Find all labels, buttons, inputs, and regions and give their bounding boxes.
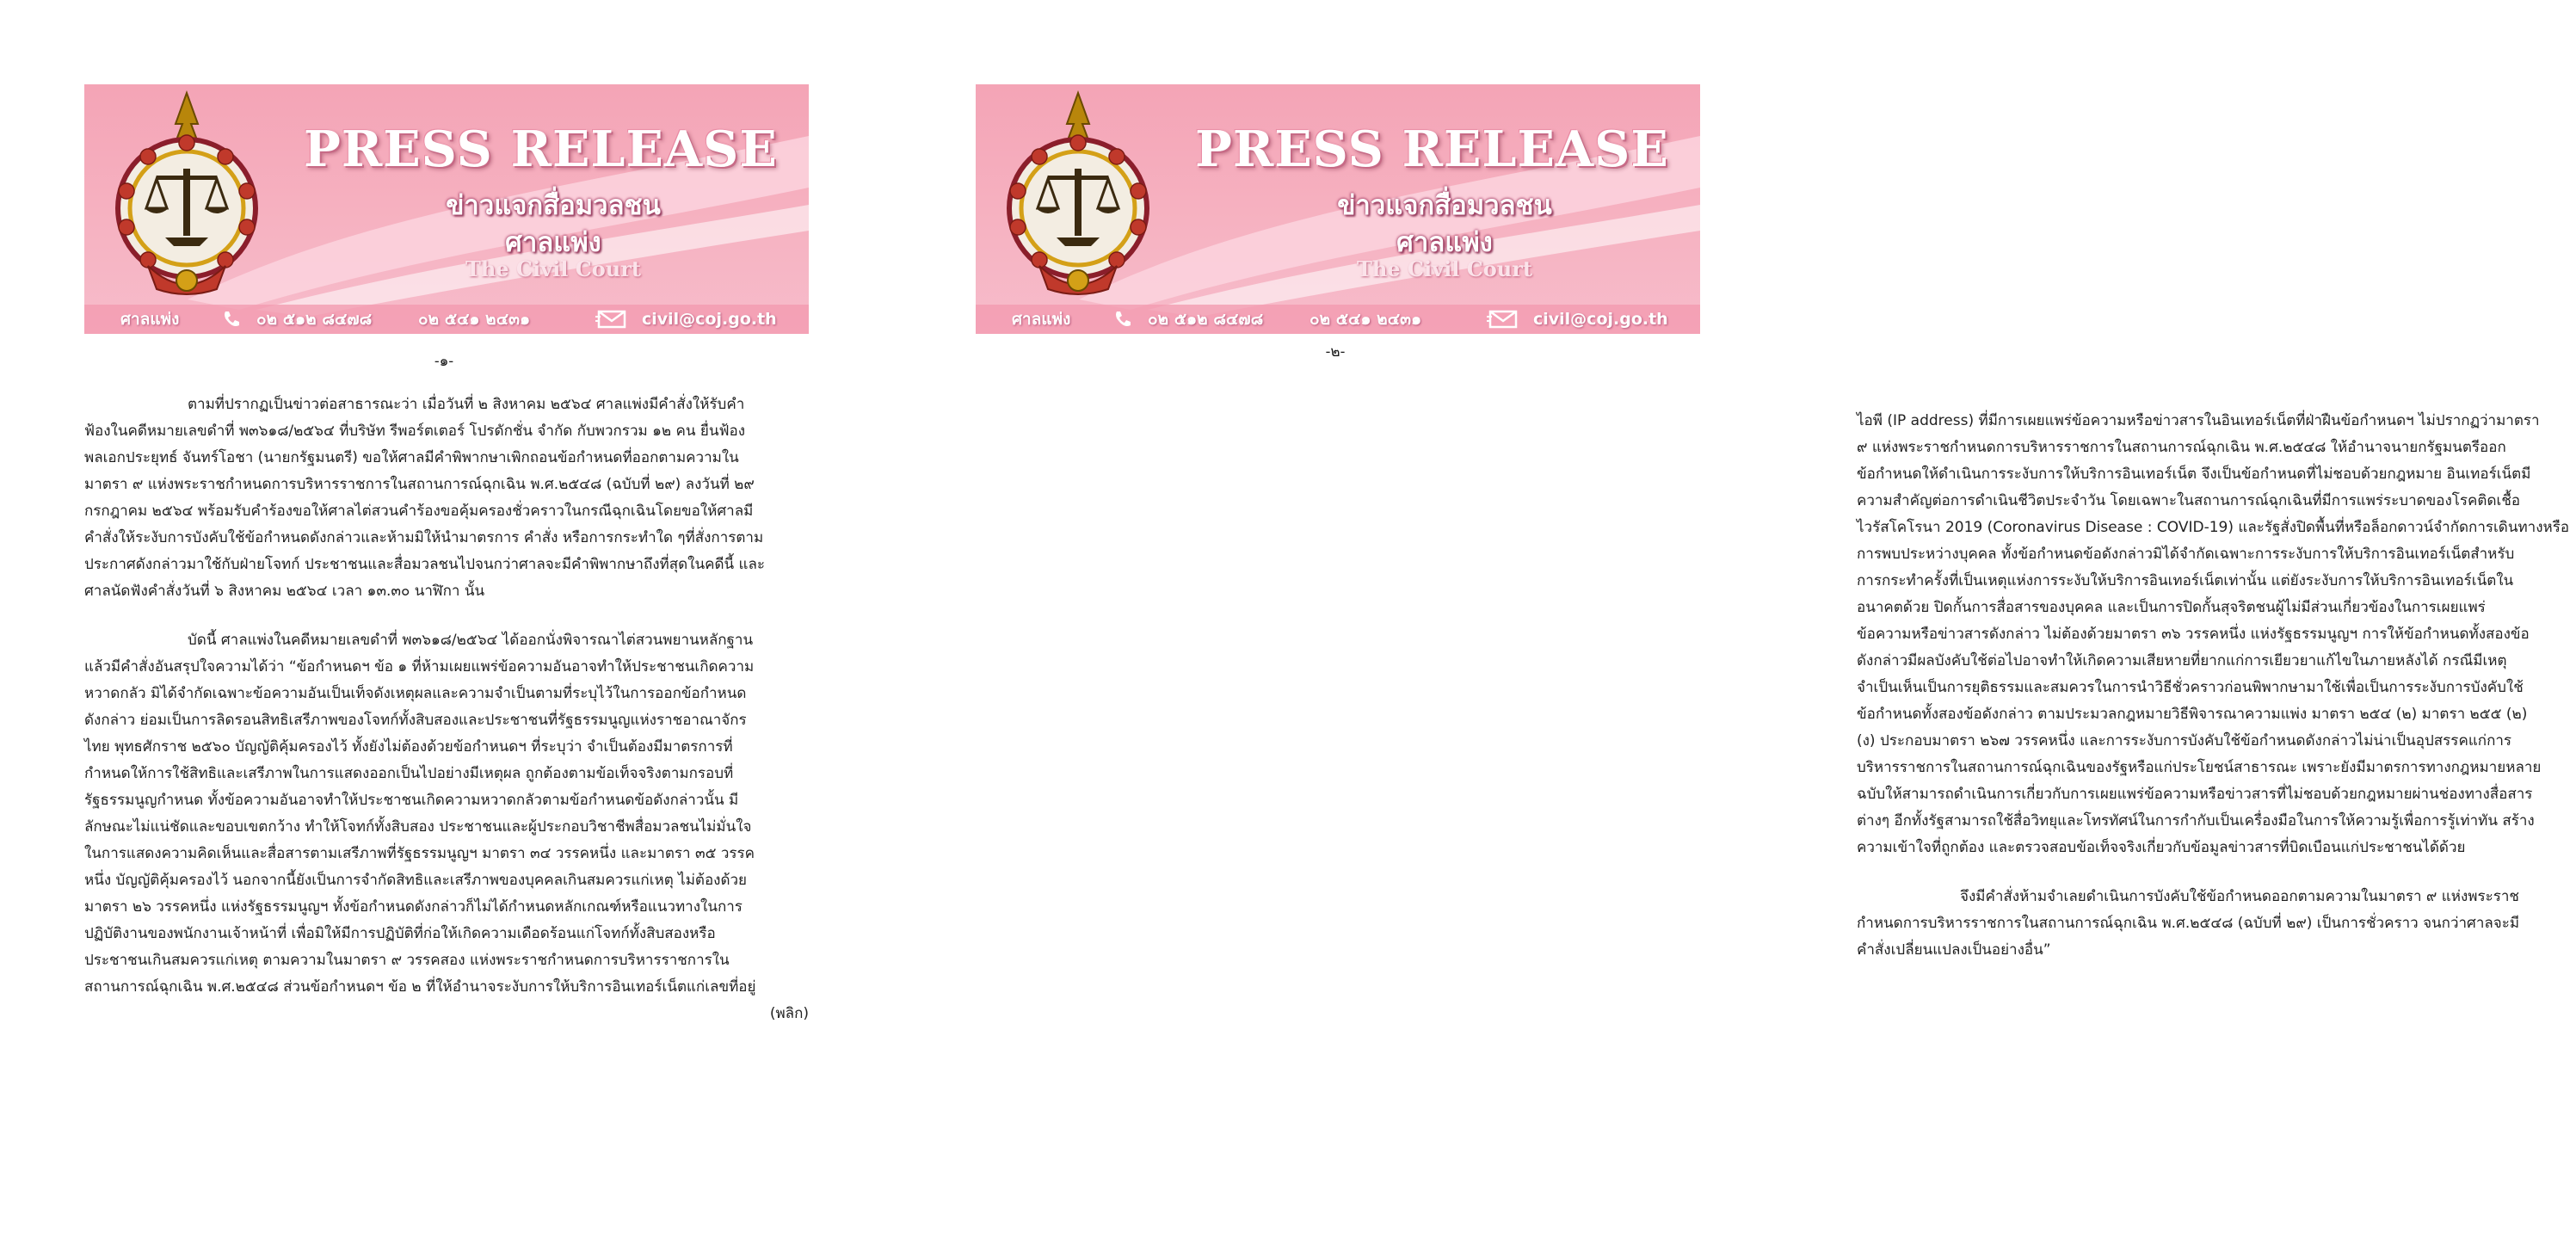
paragraph-spacer [1857, 861, 2576, 884]
text-line: ความสำคัญต่อการดำเนินชีวิตประจำวัน โดยเฉพาะในสถานการณ์ฉุกเฉินที่มีการแพร่ระบาดของโรคติดเชื้อ [1857, 492, 2521, 509]
turn-page-note: (พลิก) [769, 1005, 809, 1022]
footer-court-label: ศาลแพ่ง [120, 310, 180, 329]
text-line: ความเข้าใจที่ถูกต้อง และตรวจสอบข้อเท็จจริงเกี่ยวกับข้อมูลข่าวสารที่บิดเบือนแก่ประชาชนได้ด้วย [1857, 839, 2466, 856]
banner-court-name-english: The Civil Court [465, 256, 641, 281]
banner-contact-bar [976, 305, 1700, 334]
phone-icon [1113, 310, 1132, 329]
text-line: ไวรัสโคโรนา 2019 (Coronavirus Disease : COVID-19) และรัฐสั่งปิดพื้นที่หรือล็อกดาวน์จำกัดการเดินทางหรือ [1857, 519, 2570, 536]
footer-phone-2: ๐๒ ๕๔๑ ๒๔๓๑ [1310, 310, 1422, 329]
text-line: คำสั่งเปลี่ยนแปลงเป็นอย่างอื่น” [1857, 941, 2051, 959]
text-line: ๙ แห่งพระราชกำหนดการบริหารราชการในสถานการณ์ฉุกเฉิน พ.ศ.๒๕๔๘ ให้อำนาจนายกรัฐมนตรีออก [1857, 439, 2506, 456]
text-line: ไทย พุทธศักราช ๒๕๖๐ บัญญัติคุ้มครองไว้ ทั้งยังไม่ต้องด้วยข้อกำหนดฯ ที่ระบุว่า จำเป็นต้องมีมาตรการที่ [84, 738, 733, 756]
text-line: พลเอกประยุทธ์ จันทร์โอชา (นายกรัฐมนตรี) ขอให้ศาลมีคำพิพากษาเพิกถอนข้อกำหนดที่ออกตามความใน [84, 449, 739, 466]
footer-phone-1: ๐๒ ๕๑๒ ๘๔๗๘ [1148, 310, 1264, 329]
banner-court-name-thai: ศาลแพ่ง [505, 227, 601, 258]
text-line: ในการแสดงความคิดเห็นและสื่อสารตามเสรีภาพที่รัฐธรรมนูญฯ มาตรา ๓๔ วรรคหนึ่ง และมาตรา ๓๕ วรรค [84, 845, 755, 862]
court-emblem-icon [96, 89, 277, 300]
text-line: การพบประหว่างบุคคล ทั้งข้อกำหนดข้อดังกล่าวมิได้จำกัดเฉพาะการระงับการให้บริการอินเทอร์เน็ตสำหรับ [1857, 546, 2515, 563]
text-line: กรกฎาคม ๒๕๖๔ พร้อมรับคำร้องขอให้ศาลไต่สวนคำร้องขอคุ้มครองชั่วคราวในกรณีฉุกเฉินโดยขอให้ศาลมี [84, 503, 754, 520]
text-line: ประกาศดังกล่าวมาใช้กับฝ่ายโจทก์ ประชาชนและสื่อมวลชนไปจนกว่าศาลจะมีคำพิพากษาถึงที่สุดในคดีนี้ และ [84, 556, 766, 573]
footer-email: civil@coj.go.th [642, 310, 777, 329]
text-line: ข้อความหรือข่าวสารดังกล่าว ไม่ต้องด้วยมาตรา ๓๖ วรรคหนึ่ง แห่งรัฐธรรมนูญฯ การให้ข้อกำหนดทั้งสองข้อ [1857, 626, 2530, 643]
banner-court-name-thai: ศาลแพ่ง [1396, 227, 1493, 258]
text-line: ปฏิบัติงานของพนักงานเจ้าหน้าที่ เพื่อมิให้มีการปฏิบัติที่ก่อให้เกิดความเดือดร้อนแก่โจทก์ทั้งสิบสองหรือ [84, 925, 716, 942]
text-line: แล้วมีคำสั่งอันสรุปใจความได้ว่า “ข้อกำหนดฯ ข้อ ๑ ที่ห้ามเผยแพร่ข้อความอันอาจทำให้ประชาชนเกิดความ [84, 658, 755, 675]
page-1-body [84, 392, 809, 1027]
footer-email: civil@coj.go.th [1533, 310, 1668, 329]
court-emblem-icon [988, 89, 1168, 300]
text-line: การกระทำครั้งที่เป็นเหตุแห่งการระงับให้บริการอินเทอร์เน็ตเท่านั้น แต่ยังระงับการให้บริการอินเทอร์เน็ตใน [1857, 572, 2514, 589]
text-line: ดังกล่าวมีผลบังคับใช้ต่อไปอาจทำให้เกิดความเสียหายที่ยากแก่การเยียวยาแก้ไขในภายหลังได้ กรณีมีเหตุ [1857, 652, 2507, 669]
envelope-icon [595, 310, 626, 329]
press-release-banner [976, 84, 1700, 334]
banner-thai-subtitle: ข่าวแจกสื่อมวลชน [446, 190, 661, 221]
text-line: ต่างๆ อีกทั้งรัฐสามารถใช้สื่อวิทยุและโทรทัศน์ในการกำกับเป็นเครื่องมือในการให้ความรู้เพื่อการรู้เท่าทัน สร้าง [1857, 812, 2535, 830]
press-release-banner [84, 84, 809, 334]
text-line: มาตรา ๒๖ วรรคหนึ่ง แห่งรัฐธรรมนูญฯ ทั้งข้อกำหนดดังกล่าวก็ไม่ได้กำหนดหลักเกณฑ์หรือแนวทางในการ [84, 898, 743, 916]
text-line: (ง) ประกอบมาตรา ๒๖๗ วรรคหนึ่ง และการระงับการบังคับใช้ข้อกำหนดดังกล่าวไม่น่าเป็นอุปสรรคแก่การ [1857, 732, 2512, 749]
text-line: ศาลนัดฟังคำสั่งวันที่ ๖ สิงหาคม ๒๕๖๔ เวลา ๑๓.๓๐ นาฬิกา นั้น [84, 583, 485, 600]
text-line: กำหนดการบริหารราชการในสถานการณ์ฉุกเฉิน พ.ศ.๒๕๔๘ (ฉบับที่ ๒๙) เป็นการชั่วคราว จนกว่าศาลจะมี [1857, 915, 2520, 932]
paragraph-spacer [84, 605, 809, 627]
text-line: จำเป็นเห็นเป็นการยุติธรรมและสมควรในการนำวิธีชั่วคราวก่อนพิพากษามาใช้เพื่อเป็นการระงับการบังคับใช้ [1857, 679, 2524, 696]
press-release-title: PRESS RELEASE [304, 120, 778, 178]
footer-phone-1: ๐๒ ๕๑๒ ๘๔๗๘ [256, 310, 373, 329]
press-release-title: PRESS RELEASE [1195, 120, 1669, 178]
envelope-icon [1487, 310, 1518, 329]
text-line: ประชาชนเกินสมควรแก่เหตุ ตามความในมาตรา ๙ วรรคสอง แห่งพระราชกำหนดการบริหารราชการใน [84, 952, 730, 969]
banner-contact-bar [84, 305, 809, 334]
text-line: รัฐธรรมนูญกำหนด ทั้งข้อความอันอาจทำให้ประชาชนเกิดความหวาดกลัวตามข้อกำหนดข้อดังกล่าวนั้น มี [84, 792, 739, 809]
page-number: -๑- [434, 353, 454, 370]
text-line: หวาดกลัว มิได้จำกัดเฉพาะข้อความอันเป็นเท็จดังเหตุผลและความจำเป็นตามที่ระบุไว้ในการออกข้อกำหนด [84, 685, 747, 702]
text-line: ลักษณะไม่แน่ชัดและขอบเขตกว้าง ทำให้โจทก์ทั้งสิบสอง ประชาชนและผู้ประกอบวิชาชีพสื่อมวลชนไม่มั่นใจ [84, 818, 752, 836]
text-line: ไอพี (IP address) ที่มีการเผยแพร่ข้อความหรือข่าวสารในอินเทอร์เน็ตที่ฝ่าฝืนข้อกำหนดฯ ไม่ปรากฏว่ามาตรา [1857, 412, 2540, 429]
phone-icon [222, 310, 241, 329]
document-page-1 [0, 0, 881, 1246]
text-line: ตามที่ปรากฏเป็นข่าวต่อสาธารณะว่า เมื่อวันที่ ๒ สิงหาคม ๒๕๖๔ ศาลแพ่งมีคำสั่งให้รับคำ [188, 396, 745, 413]
footer-phone-2: ๐๒ ๕๔๑ ๒๔๓๑ [418, 310, 531, 329]
text-line: บริหารราชการในสถานการณ์ฉุกเฉินของรัฐหรือแก่ประโยชน์สาธารณะ เพราะยังมีมาตรการทางกฎหมายหลาย [1857, 759, 2542, 776]
text-line: ฉบับให้สามารถดำเนินการเกี่ยวกับการเผยแพร่ข้อความหรือข่าวสารที่ไม่ชอบด้วยกฎหมายผ่านช่องทางสื่อสาร [1857, 786, 2533, 803]
document-page-2 [881, 0, 2570, 1246]
text-line: กำหนดให้การใช้สิทธิและเสรีภาพในการแสดงออกเป็นไปอย่างมีเหตุผล ถูกต้องตามข้อเท็จจริงตามกรอบที่ [84, 765, 734, 782]
text-line: ดังกล่าว ย่อมเป็นการลิดรอนสิทธิเสรีภาพของโจทก์ทั้งสิบสองและประชาชนที่รัฐธรรมนูญแห่งราชอาณาจักร [84, 712, 747, 729]
text-line: ฟ้องในคดีหมายเลขดำที่ พ๓๖๑๘/๒๕๖๔ ที่บริษัท รีพอร์ตเตอร์ โปรดักชั่น จำกัด กับพวกรวม ๑๒ คน ยื่นฟ้อง [84, 423, 746, 440]
footer-court-label: ศาลแพ่ง [1012, 310, 1071, 329]
text-line: ข้อกำหนดให้ดำเนินการระงับการให้บริการอินเทอร์เน็ต จึงเป็นข้อกำหนดที่ไม่ชอบด้วยกฎหมาย อินเทอร์เน็ตมี [1857, 466, 2531, 483]
page-2-body [1857, 408, 2576, 964]
text-line: อนาคตด้วย ปิดกั้นการสื่อสารของบุคคล และเป็นการปิดกั้นสุจริตชนผู้ไม่มีส่วนเกี่ยวข้องในการเผยแพร่ [1857, 599, 2486, 616]
text-line: มาตรา ๙ แห่งพระราชกำหนดการบริหารราชการในสถานการณ์ฉุกเฉิน พ.ศ.๒๕๔๘ (ฉบับที่ ๒๙) ลงวันที่ ๒๙ [84, 476, 755, 493]
page-number: -๒- [1325, 343, 1346, 361]
text-line: จึงมีคำสั่งห้ามจำเลยดำเนินการบังคับใช้ข้อกำหนดออกตามความในมาตรา ๙ แห่งพระราช [1960, 888, 2519, 905]
text-line: ข้อกำหนดทั้งสองข้อดังกล่าว ตามประมวลกฎหมายวิธีพิจารณาความแพ่ง มาตรา ๒๕๔ (๒) มาตรา ๒๕๕ (๒) [1857, 706, 2528, 723]
text-line: บัดนี้ ศาลแพ่งในคดีหมายเลขดำที่ พ๓๖๑๘/๒๕๖๔ ได้ออกนั่งพิจารณาไต่สวนพยานหลักฐาน [188, 632, 754, 649]
banner-thai-subtitle: ข่าวแจกสื่อมวลชน [1337, 190, 1552, 221]
text-line: สถานการณ์ฉุกเฉิน พ.ศ.๒๕๔๘ ส่วนข้อกำหนดฯ ข้อ ๒ ที่ให้อำนาจระงับการให้บริการอินเทอร์เน็ตแก่เลขที่อยู่ [84, 978, 756, 996]
text-line: หนึ่ง บัญญัติคุ้มครองไว้ นอกจากนี้ยังเป็นการจำกัดสิทธิและเสรีภาพของบุคคลเกินสมควรแก่เหตุ ไม่ต้องด้วย [84, 872, 748, 889]
text-line: คำสั่งให้ระงับการบังคับใช้ข้อกำหนดดังกล่าวและห้ามมิให้นำมาตรการ คำสั่ง หรือการกระทำใด ๆที่สั่งการตาม [84, 529, 764, 546]
banner-court-name-english: The Civil Court [1357, 256, 1532, 281]
